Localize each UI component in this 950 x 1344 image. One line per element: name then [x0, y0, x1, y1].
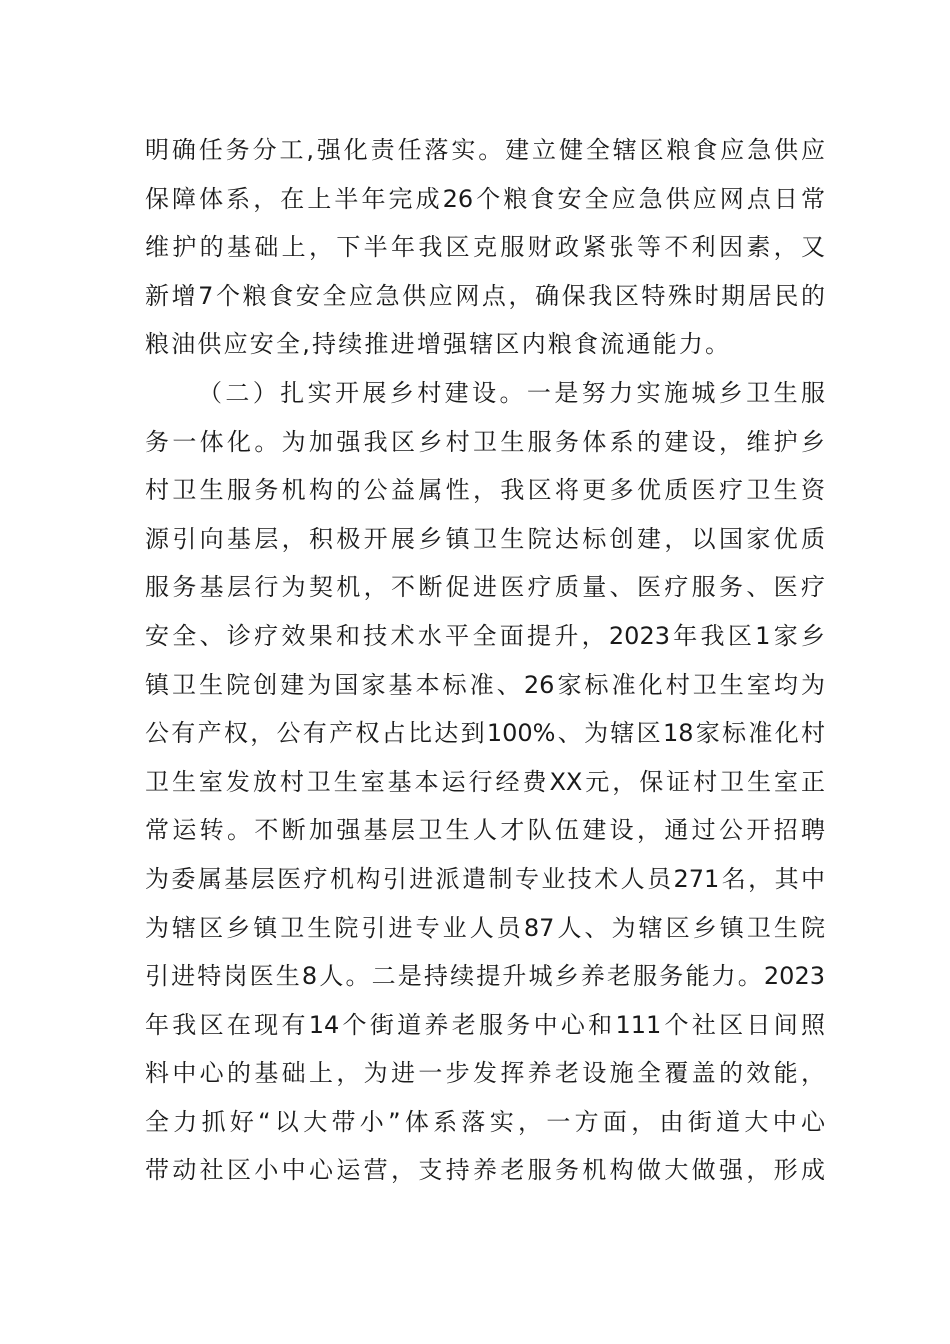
paragraph-end-line: 粮油供应安全,持续推进增强辖区内粮食流通能力。 [145, 330, 732, 359]
text-line: 公有产权，公有产权占比达到100%、为辖区18家标准化村 [145, 719, 825, 748]
text-line: 源引向基层，积极开展乡镇卫生院达标创建，以国家优质 [145, 524, 825, 553]
text-line: 全力抓好“以大带小”体系落实，一方面，由街道大中心 [145, 1107, 825, 1136]
text-line: 镇卫生院创建为国家基本标准、26家标准化村卫生室均为 [145, 670, 825, 699]
text-line: 保障体系，在上半年完成26个粮食安全应急供应网点日常 [145, 184, 825, 213]
text-line: 带动社区小中心运营，支持养老服务机构做大做强，形成 [145, 1156, 825, 1185]
text-line: 常运转。不断加强基层卫生人才队伍建设，通过公开招聘 [145, 816, 825, 845]
section-heading-line: （二）扎实开展乡村建设。一是努力实施城乡卫生服 [198, 378, 825, 407]
text-line: 料中心的基础上，为进一步发挥养老设施全覆盖的效能， [145, 1059, 825, 1088]
text-line: 卫生室发放村卫生室基本运行经费XX元，保证村卫生室正 [145, 767, 825, 796]
text-line: 年我区在现有14个街道养老服务中心和111个社区日间照 [145, 1010, 825, 1039]
text-line: 务一体化。为加强我区乡村卫生服务体系的建设，维护乡 [145, 427, 825, 456]
text-line: 村卫生服务机构的公益属性，我区将更多优质医疗卫生资 [145, 476, 825, 505]
text-line: 为辖区乡镇卫生院引进专业人员87人、为辖区乡镇卫生院 [145, 913, 825, 942]
text-line: 安全、诊疗效果和技术水平全面提升，2023年我区1家乡 [145, 621, 825, 650]
text-line: 新增7个粮食安全应急供应网点，确保我区特殊时期居民的 [145, 281, 825, 310]
text-line: 为委属基层医疗机构引进派遣制专业技术人员271名，其中 [145, 864, 825, 893]
body-text [145, 126, 825, 1195]
text-line: 明确任务分工,强化责任落实。建立健全辖区粮食应急供应 [145, 136, 825, 164]
text-line: 服务基层行为契机，不断促进医疗质量、医疗服务、医疗 [145, 573, 825, 602]
text-line: 维护的基础上，下半年我区克服财政紧张等不利因素，又 [145, 233, 825, 262]
text-line: 引进特岗医生8人。二是持续提升城乡养老服务能力。2023 [145, 962, 825, 991]
